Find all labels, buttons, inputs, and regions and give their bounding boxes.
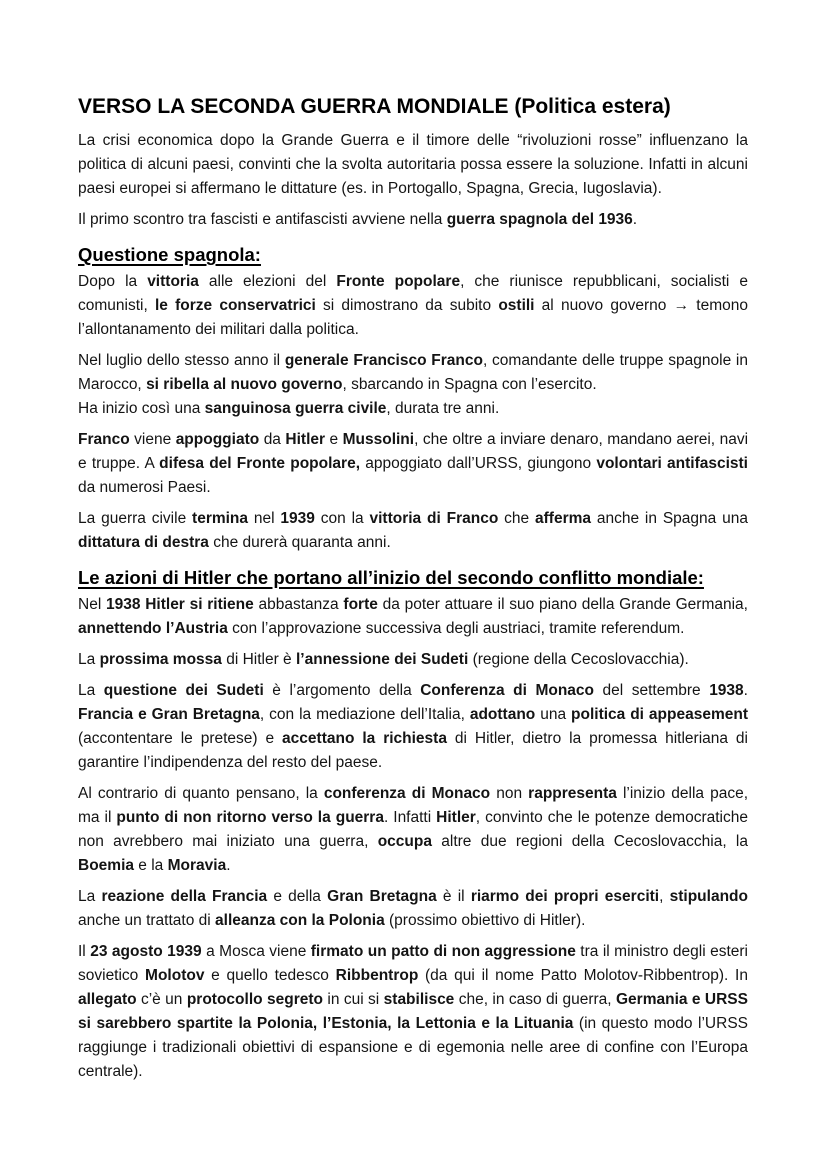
text-run: , che oltre a inviare denaro, mandano aerei, navi e truppe. A [78, 431, 749, 472]
text-run: da poter attuare il suo piano della Grande Germania, [377, 596, 748, 613]
text-run: . [743, 682, 748, 699]
text-run: l’inizio della pace, ma il [78, 785, 748, 826]
text-run: si dimostrano da subito [315, 297, 499, 314]
text-run: in cui si [322, 991, 384, 1008]
text-run-bold: adottano [469, 706, 536, 723]
text-run-bold: annettendo l’Austria [78, 620, 228, 637]
text-run-bold: Boemia [78, 857, 134, 874]
paragraph-annessione-sudeti [78, 648, 748, 672]
text-run-bold: sanguinosa guerra civile [204, 400, 387, 417]
text-run: La [78, 651, 100, 668]
text-run-bold: Fronte popolare [336, 273, 461, 290]
text-run-bold: reazione della Francia [101, 888, 268, 905]
paragraph-fronte-popolare [78, 270, 748, 342]
heading-questione-spagnola [78, 242, 748, 267]
text-run-bold: Conferenza di Monaco [420, 682, 595, 699]
text-run-bold: protocollo segreto [186, 991, 323, 1008]
text-run-bold: 1938 [709, 682, 744, 699]
text-run-bold: accettano la richiesta [282, 730, 447, 747]
text-run: . Infatti [383, 809, 437, 826]
text-run-bold: Hitler [285, 431, 326, 448]
text-run: La [78, 682, 104, 699]
text-run-bold: appoggiato [175, 431, 260, 448]
text-run: Nel [78, 596, 106, 613]
text-run-bold: ostili [498, 297, 535, 314]
text-run: da [259, 431, 286, 448]
text-run-bold: si ribella al nuovo governo [146, 376, 343, 393]
text-run-bold: firmato un patto di non aggressione [310, 943, 576, 960]
text-run-bold: politica di appeasement [571, 706, 748, 723]
text-run-bold: generale Francisco Franco [284, 352, 483, 369]
paragraph-conferenza-monaco [78, 679, 748, 775]
text-run: e la [134, 857, 168, 874]
text-run-bold: afferma [535, 510, 591, 527]
text-run: da numerosi Paesi. [78, 479, 211, 496]
text-run: (prossimo obiettivo di Hitler). [384, 912, 586, 929]
text-run: (accontentare le pretese) e [78, 730, 283, 747]
text-run: e della [267, 888, 328, 905]
text-run: Le azioni di Hitler che portano all’inizio del secondo conflitto mondiale: [78, 567, 704, 588]
text-run-bold: 1938 Hitler si ritiene [106, 596, 254, 613]
text-run-bold: termina [192, 510, 249, 527]
text-run-bold: questione dei Sudeti [103, 682, 264, 699]
text-run-bold: Hitler [436, 809, 476, 826]
text-run-bold: dittatura di destra [78, 534, 209, 551]
text-run-bold: 1939 [280, 510, 315, 527]
text-run: Il primo scontro tra fascisti e antifascisti avviene nella [78, 211, 447, 228]
paragraph-appoggio-hitler-mussolini [78, 428, 748, 500]
text-run: Il [78, 943, 91, 960]
text-run: non [490, 785, 529, 802]
text-run: nel [248, 510, 281, 527]
paragraph-patto-molotov-ribbentrop [78, 940, 748, 1084]
text-run-bold: conferenza di Monaco [323, 785, 491, 802]
text-run-bold: Franco [78, 431, 130, 448]
text-run-bold: punto di non ritorno verso la guerra [116, 809, 384, 826]
text-run: , durata tre anni. [386, 400, 500, 417]
text-run: al nuovo governo → temono l’allontanamento dei militari dalla politica. [78, 297, 748, 338]
text-run: , convinto che le potenze democratiche non avrebbero mai iniziato una guerra, [78, 809, 748, 850]
text-run-bold: allegato [78, 991, 137, 1008]
text-run: viene [129, 431, 176, 448]
text-run: , che riunisce repubblicani, socialisti e comunisti, [78, 273, 749, 314]
text-run: di Hitler, dietro la promessa hitleriana di garantire l’indipendenza del resto del paese. [78, 730, 748, 771]
text-run-bold: Moravia [167, 857, 227, 874]
text-run: Ha inizio così una [78, 400, 205, 417]
paragraph-annessione-austria [78, 593, 748, 641]
text-run: . [226, 857, 231, 874]
text-run: Nel luglio dello stesso anno il [78, 352, 285, 369]
text-run-bold: difesa del Fronte popolare, [159, 455, 361, 472]
text-run: che durerà quaranta anni. [208, 534, 391, 551]
text-run: La crisi economica dopo la Grande Guerra e il timore delle “rivoluzioni rosse” influenzano la politica di alcuni paesi, convinti che la svolta autoritaria possa essere la soluzione. Infatti in alcuni paesi europei si affermano le dittature (es. in Portogallo, Spagna, Grecia, Iugoslavia). [78, 132, 748, 197]
text-run-bold: riarmo dei propri eserciti [470, 888, 660, 905]
text-run: (da qui il nome Patto Molotov-Ribbentrop). In [418, 967, 748, 984]
text-run: La guerra civile [78, 510, 193, 527]
text-run: VERSO LA SECONDA GUERRA MONDIALE (Politica estera) [78, 95, 671, 118]
document-title [78, 94, 748, 120]
text-run-bold: forte [343, 596, 378, 613]
text-run: c’è un [136, 991, 187, 1008]
text-run: è l’argomento della [263, 682, 421, 699]
text-run: Dopo la [78, 273, 148, 290]
text-run-bold: Francia e Gran Bretagna [78, 706, 260, 723]
text-run: tra il ministro degli esteri sovietico [78, 943, 748, 984]
text-run: di Hitler è [221, 651, 296, 668]
text-run: altre due regioni della Cecoslovacchia, la [431, 833, 748, 850]
text-run-bold: alleanza con la Polonia [215, 912, 385, 929]
text-run-bold: Germania e URSS si sarebbero spartite la Polonia, l’Estonia, la Lettonia e la Lituania [78, 991, 748, 1032]
text-run: La [78, 888, 102, 905]
text-run: , [659, 888, 670, 905]
text-run: che [498, 510, 535, 527]
text-run-bold: vittoria di Franco [369, 510, 499, 527]
text-run-bold: volontari antifascisti [596, 455, 748, 472]
paragraph-occupazione-boemia-moravia [78, 782, 748, 878]
text-run-bold: rappresenta [528, 785, 617, 802]
paragraph-riarmo-alleanza-polonia [78, 885, 748, 933]
text-run: a Mosca viene [201, 943, 311, 960]
text-run: alle elezioni del [198, 273, 337, 290]
text-run-bold: Gran Bretagna [327, 888, 437, 905]
text-run: con l’approvazione successiva degli austriaci, tramite referendum. [227, 620, 685, 637]
text-run: (in questo modo l’URSS raggiunge i tradizionali obiettivi di espansione e di egemonia nelle aree di confine con l’Europa centrale). [78, 1015, 748, 1080]
text-run: . [632, 211, 638, 228]
text-run-bold: Ribbentrop [335, 967, 419, 984]
text-run-bold: occupa [377, 833, 432, 850]
text-run-bold: 23 agosto 1939 [90, 943, 202, 960]
text-run: appoggiato dall’URSS, giungono [360, 455, 597, 472]
text-run-bold: Molotov [145, 967, 205, 984]
text-run: e [325, 431, 343, 448]
paragraph-franco-ribellione [78, 349, 748, 421]
text-run: , con la mediazione dell’Italia, [259, 706, 470, 723]
text-run: (regione della Cecoslovacchia). [468, 651, 689, 668]
text-run-bold: prossima mossa [99, 651, 222, 668]
heading-azioni-hitler [78, 565, 748, 590]
text-run: che, in caso di guerra, [454, 991, 616, 1008]
text-run-bold: vittoria [147, 273, 199, 290]
text-run-bold: l’annessione dei Sudeti [296, 651, 469, 668]
text-run: , comandante delle truppe spagnole in Marocco, [78, 352, 748, 393]
text-run: anche in Spagna una [591, 510, 748, 527]
text-run-bold: stipulando [669, 888, 748, 905]
paragraph-crisi-economica [78, 129, 748, 201]
paragraph-fine-guerra-civile [78, 507, 748, 555]
text-run: è il [436, 888, 471, 905]
text-run: con la [314, 510, 370, 527]
text-run: Questione spagnola: [78, 244, 261, 265]
text-run-bold: le forze conservatrici [154, 297, 316, 314]
text-run: , sbarcando in Spagna con l’esercito. [342, 376, 597, 393]
text-run: e quello tedesco [204, 967, 336, 984]
text-run-bold: guerra spagnola del 1936 [446, 211, 633, 228]
paragraph-primo-scontro [78, 208, 748, 232]
text-run: Al contrario di quanto pensano, la [78, 785, 324, 802]
text-run: anche un trattato di [78, 912, 216, 929]
text-run: del settembre [594, 682, 710, 699]
text-run-bold: stabilisce [383, 991, 455, 1008]
text-run: una [535, 706, 572, 723]
text-run: abbastanza [253, 596, 344, 613]
text-run-bold: Mussolini [342, 431, 415, 448]
